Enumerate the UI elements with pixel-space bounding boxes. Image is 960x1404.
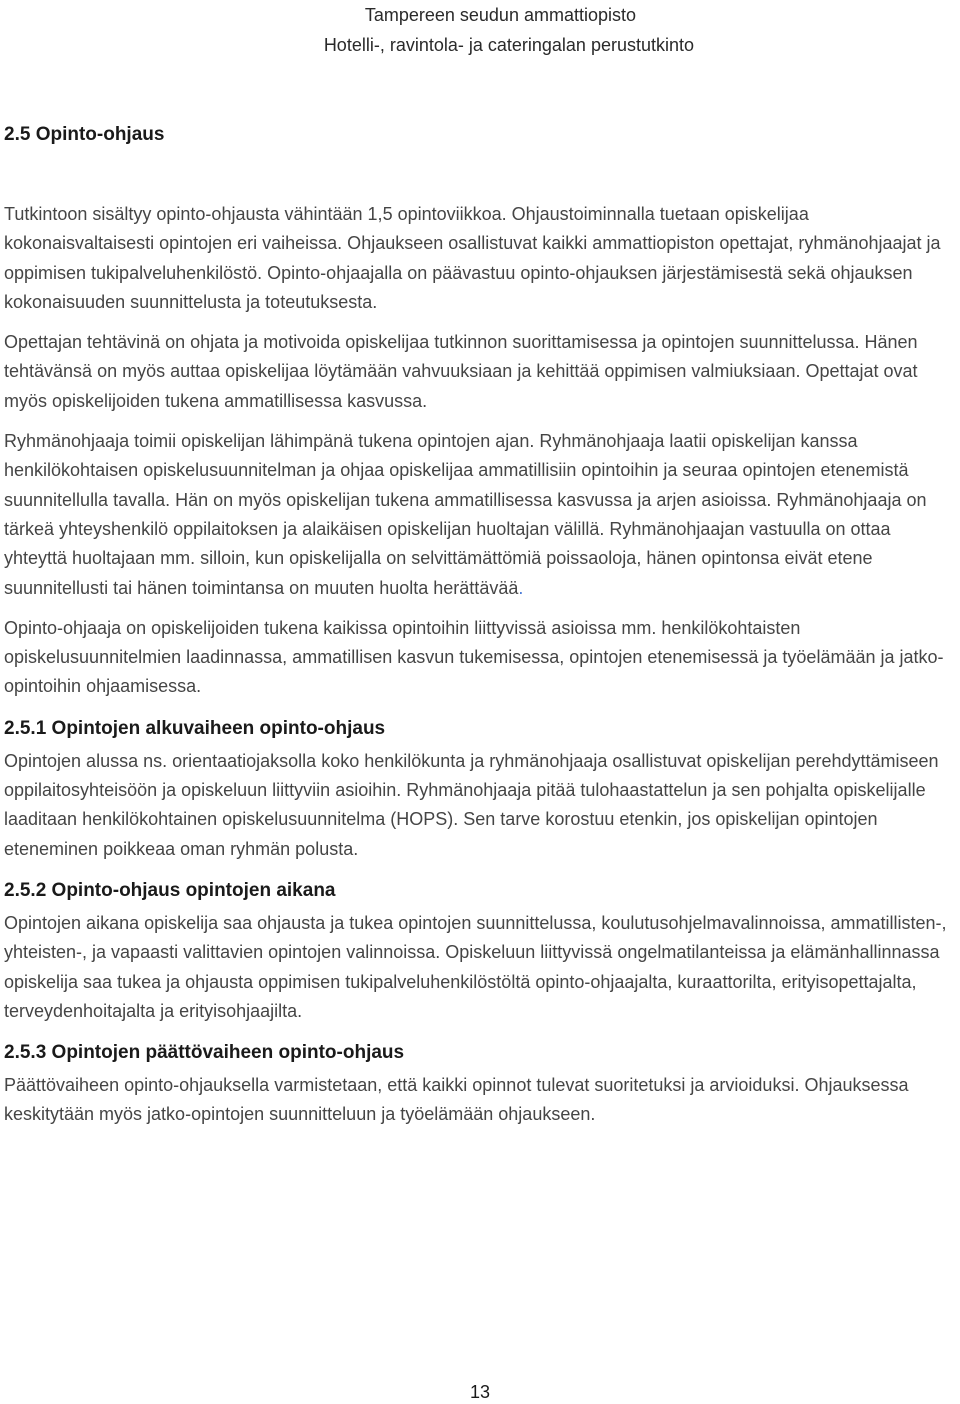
- header-degree: Hotelli-, ravintola- ja cateringalan perustutkinto: [323, 35, 694, 55]
- paragraph-end: Päättövaiheen opinto-ohjauksella varmistetaan, että kaikki opinnot tulevat suoritetuksi ja arvioiduksi. Ohjauksessa keskitytään myös jatko-opintojen suunnitteluun ja työelämään ohjaukseen.: [4, 1075, 909, 1125]
- subsection-title-end: 2.5.3 Opintojen päättövaiheen opinto-ohjaus: [4, 1042, 405, 1064]
- paragraph-intro: Tutkintoon sisältyy opinto-ohjausta vähintään 1,5 opintoviikkoa. Ohjaustoiminnalla tuetaan opiskelijaa kokonaisvaltaisesti opintojen eri vaiheissa. Ohjaukseen osallistuvat kaikki ammattiopiston opettajat, ryhmänohjaajat ja oppimisen tukipalveluhenkilöstö. Opinto-ohjaajalla on päävastuu opinto-ohjauksen järjestämisestä sekä ohjauksen kokonaisuuden suunnittelusta ja toteutuksesta.: [4, 204, 941, 312]
- section-title: 2.5 Opinto-ohjaus: [4, 124, 165, 145]
- paragraph-teacher: Opettajan tehtävinä on ohjata ja motivoida opiskelijaa tutkinnon suorittamisessa ja opintojen suunnittelussa. Hänen tehtävänsä on myös auttaa opiskelijaa löytämään vahvuuksiaan ja kehittää oppimisen valmiuksiaan. Opettajat ovat myös opiskelijoiden tukena ammatillisessa kasvussa.: [4, 332, 918, 411]
- page-content: [4, 120, 956, 1141]
- paragraph-group-leader: [4, 427, 956, 603]
- page-number: 13: [470, 1382, 491, 1402]
- subsection-title-start: 2.5.1 Opintojen alkuvaiheen opinto-ohjaus: [4, 717, 386, 739]
- header-institution: Tampereen seudun ammattiopisto: [364, 5, 636, 25]
- paragraph-start: Opintojen alussa ns. orientaatiojaksolla koko henkilökunta ja ryhmänohjaaja osallistuvat opiskelijan perehdyttämiseen oppilaitosyhteisöön ja opiskeluun liittyviin asioihin. Ryhmänohjaaja pitää tulohaastattelun ja sen pohjalta opiskelijalle laaditaan henkilökohtainen opiskelusuunnitelma (HOPS). Sen tarve korostuu etenkin, jos opiskelijan opintojen eteneminen poikkeaa oman ryhmän polusta.: [4, 750, 939, 859]
- paragraph-group-leader-end: .: [518, 577, 524, 598]
- paragraph-group-leader-text: Ryhmänohjaaja toimii opiskelijan lähimpänä tukena opintojen ajan. Ryhmänohjaaja laatii opiskelijan kanssa henkilökohtaisen opiskelusuunnitelman ja ohjaa opiskelijaa ammatillisiin opintoihin ja seuraa opintojen etenemistä suunnitellulla tavalla. Hän on myös opiskelijan tukena ammatillisessa kasvussa ja arjen asioissa. Ryhmänohjaaja on tärkeä yhteyshenkilö oppilaitoksen ja alaikäisen opiskelijan huoltajan välillä. Ryhmänohjaajan vastuulla on ottaa yhteyttä huoltajaan mm. silloin, kun opiskelijalla on selvittämättömiä poissaoloja, hänen opintonsa eivät etene suunnitellusti tai hänen toimintansa on muuten huolta herättävää: [4, 431, 927, 598]
- paragraph-during: Opintojen aikana opiskelija saa ohjausta ja tukea opintojen suunnittelussa, koulutusohjelmavalinnoissa, ammatillisten-, yhteisten-, ja vapaasti valittavien opintojen valinnoissa. Opiskeluun liittyvissä ongelmatilanteissa ja elämänhallinnassa opiskelija saa tukea ja ohjausta oppimisen tukipalveluhenkilöstöltä opinto-ohjaajalta, kuraattorilta, erityisopettajalta, terveydenhoitajalta ja erityisohjaajilta.: [4, 912, 947, 1021]
- paragraph-counselor: Opinto-ohjaaja on opiskelijoiden tukena kaikissa opintoihin liittyvissä asioissa mm. henkilökohtaisten opiskelusuunnitelmien laadinnassa, ammatillisen kasvun tukemisessa, opintojen etenemisessä ja työelämään ja jatko-opintoihin ohjaamisessa.: [4, 617, 944, 697]
- subsection-title-during: 2.5.2 Opinto-ohjaus opintojen aikana: [4, 879, 336, 901]
- page-header: [0, 0, 960, 60]
